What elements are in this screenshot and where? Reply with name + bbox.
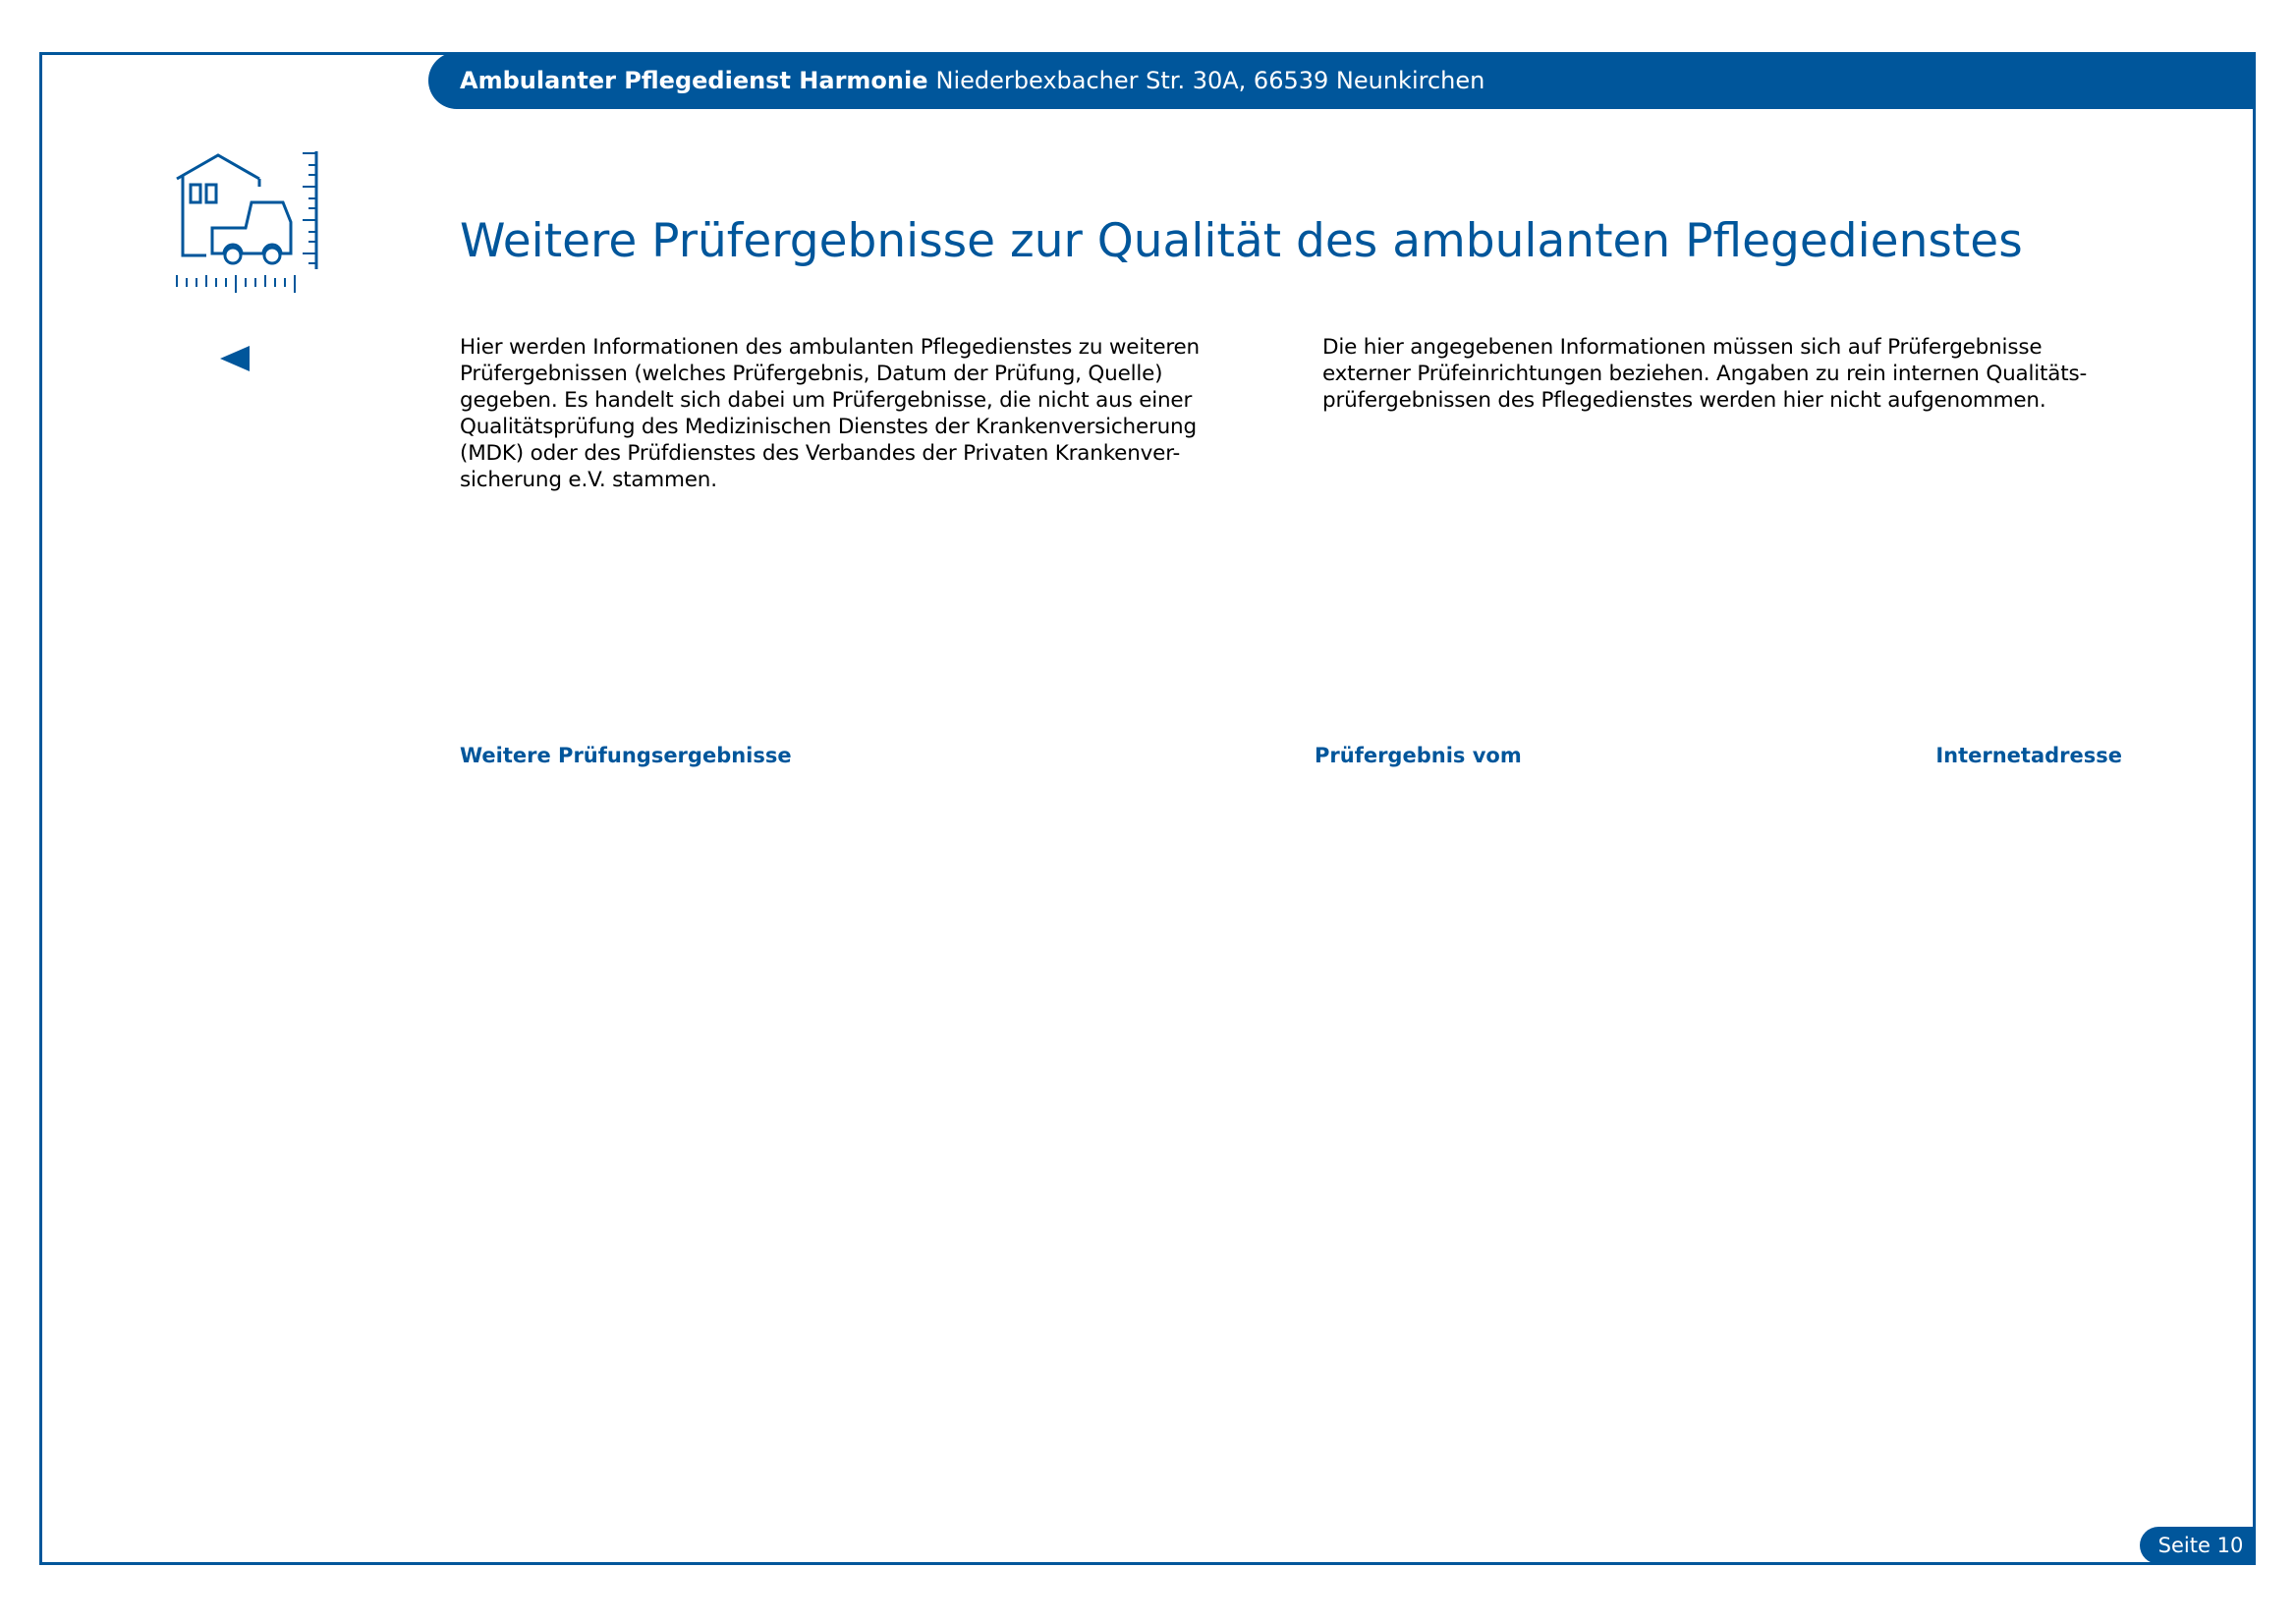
- organization-name: Ambulanter Pflegedienst Harmonie: [460, 67, 928, 94]
- column-header-url: Internetadresse: [1935, 744, 2122, 767]
- column-header-results: Weitere Prüfungsergebnisse: [460, 744, 792, 767]
- back-arrow-icon[interactable]: [218, 344, 253, 373]
- column-header-date: Prüfergebnis vom: [1315, 744, 1522, 767]
- page-title: Weitere Prüfergebnisse zur Qualität des ambulanten Pflegedienstes: [460, 214, 2023, 268]
- page-frame: [39, 52, 2256, 1565]
- house-car-measure-icon: [169, 147, 326, 295]
- intro-text-right: Die hier angegebenen Informationen müssen sich auf Prüfergebnisse externer Prüfeinrichtungen beziehen. Angaben zu rein internen Qualitäts- prüfergebnissen des Pflegedienstes werden hier nicht aufgenommen.: [1322, 335, 2088, 413]
- page-number-badge: Seite 10: [2140, 1527, 2256, 1564]
- organization-address: Niederbexbacher Str. 30A, 66539 Neunkirchen: [935, 67, 1485, 94]
- intro-text-left: Hier werden Informationen des ambulanten Pflegedienstes zu weiteren Prüfergebnissen (welches Prüfergebnis, Datum der Prüfung, Quelle) gegeben. Es handelt sich dabei um Prüfergebnisse, die nicht aus einer Qualitätsprüfung des Medizinischen Dienstes der Krankenversicherung (MDK) oder des Prüfdienstes des Verbandes der Privaten Krankenver- sicherung e.V. stammen.: [460, 335, 1200, 492]
- header-bar: [428, 52, 2256, 109]
